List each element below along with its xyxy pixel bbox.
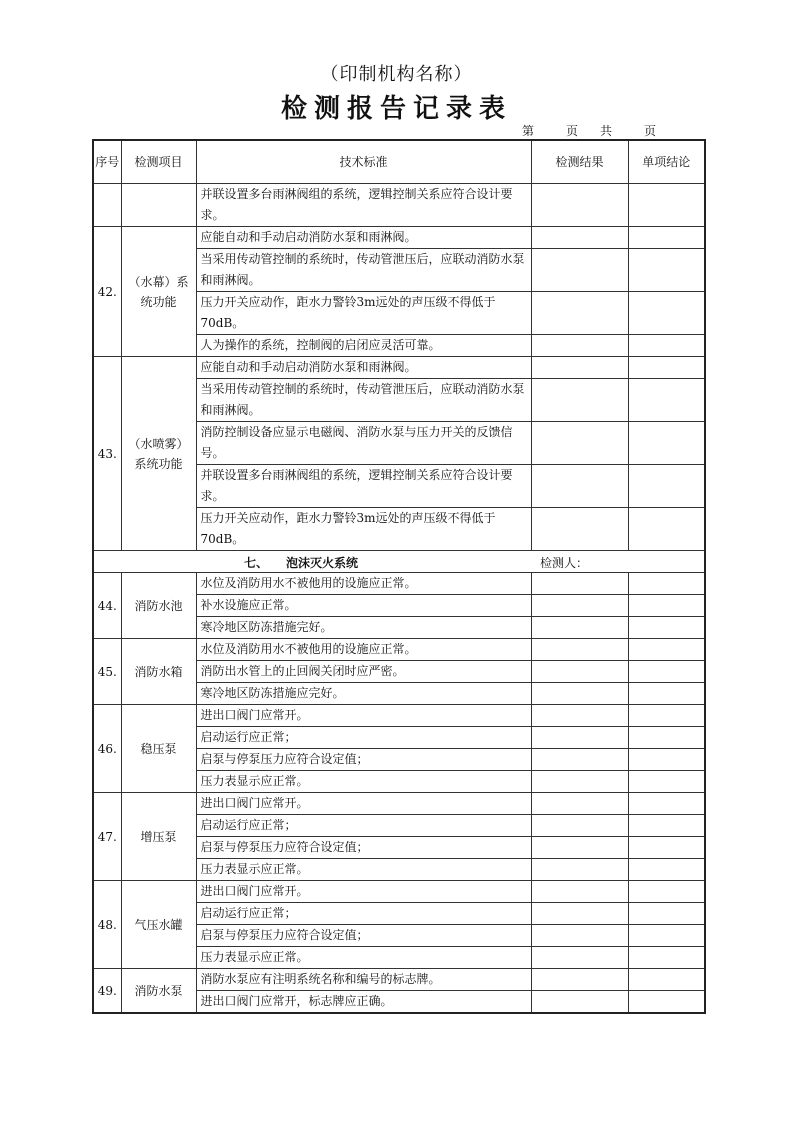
item-number: 42. bbox=[93, 227, 121, 357]
technical-standard: 进出口阀门应常开。 bbox=[196, 793, 531, 815]
table-row bbox=[93, 639, 705, 661]
page-title: 检测报告记录表 bbox=[280, 94, 512, 124]
conclusion-cell[interactable] bbox=[628, 683, 705, 705]
page-label-ye-total: 页 bbox=[644, 124, 657, 138]
technical-standard: 并联设置多台雨淋阀组的系统，逻辑控制关系应符合设计要求。 bbox=[196, 184, 531, 227]
table-row bbox=[93, 227, 705, 249]
item-number: 45. bbox=[93, 639, 121, 705]
result-cell[interactable] bbox=[531, 991, 628, 1014]
col-header-standard: 技术标准 bbox=[196, 140, 531, 184]
result-cell[interactable] bbox=[531, 422, 628, 465]
table-row bbox=[93, 705, 705, 727]
item-number: 49. bbox=[93, 969, 121, 1014]
technical-standard: 寒冷地区防冻措施完好。 bbox=[196, 617, 531, 639]
technical-standard: 当采用传动管控制的系统时，传动管泄压后，应联动消防水泵和雨淋阀。 bbox=[196, 379, 531, 422]
section-row bbox=[93, 551, 705, 573]
result-cell[interactable] bbox=[531, 639, 628, 661]
result-cell[interactable] bbox=[531, 749, 628, 771]
inspection-item: 消防水池 bbox=[121, 573, 196, 639]
conclusion-cell[interactable] bbox=[628, 837, 705, 859]
inspection-item: 消防水泵 bbox=[121, 969, 196, 1014]
result-cell[interactable] bbox=[531, 705, 628, 727]
conclusion-cell[interactable] bbox=[628, 617, 705, 639]
result-cell[interactable] bbox=[531, 683, 628, 705]
conclusion-cell[interactable] bbox=[628, 595, 705, 617]
result-cell[interactable] bbox=[531, 925, 628, 947]
table-row bbox=[93, 881, 705, 903]
technical-standard: 启泵与停泵压力应符合设定值； bbox=[196, 925, 531, 947]
page-label-ye: 页 bbox=[566, 124, 579, 138]
result-cell[interactable] bbox=[531, 969, 628, 991]
table-row bbox=[93, 184, 705, 227]
conclusion-cell[interactable] bbox=[628, 639, 705, 661]
conclusion-cell[interactable] bbox=[628, 815, 705, 837]
conclusion-cell[interactable] bbox=[628, 925, 705, 947]
technical-standard: 压力开关应动作，距水力警铃3m远处的声压级不得低于70dB。 bbox=[196, 292, 531, 335]
inspection-item: （水幕）系统功能 bbox=[121, 227, 196, 357]
technical-standard: 消防控制设备应显示电磁阀、消防水泵与压力开关的反馈信号。 bbox=[196, 422, 531, 465]
col-header-result: 检测结果 bbox=[531, 140, 628, 184]
table-row bbox=[93, 969, 705, 991]
result-cell[interactable] bbox=[531, 595, 628, 617]
inspection-item: 气压水罐 bbox=[121, 881, 196, 969]
item-number bbox=[93, 184, 121, 227]
inspection-item bbox=[121, 184, 196, 227]
result-cell[interactable] bbox=[531, 771, 628, 793]
col-header-seq: 序号 bbox=[93, 140, 121, 184]
result-cell[interactable] bbox=[531, 335, 628, 357]
technical-standard: 压力表显示应正常。 bbox=[196, 947, 531, 969]
conclusion-cell[interactable] bbox=[628, 573, 705, 595]
technical-standard: 消防出水管上的止回阀关闭时应严密。 bbox=[196, 661, 531, 683]
result-cell[interactable] bbox=[531, 837, 628, 859]
technical-standard: 启动运行应正常； bbox=[196, 727, 531, 749]
conclusion-cell[interactable] bbox=[628, 749, 705, 771]
page-label-di: 第 bbox=[522, 124, 535, 138]
result-cell[interactable] bbox=[531, 859, 628, 881]
item-number: 47. bbox=[93, 793, 121, 881]
conclusion-cell[interactable] bbox=[628, 292, 705, 335]
technical-standard: 当采用传动管控制的系统时，传动管泄压后，应联动消防水泵和雨淋阀。 bbox=[196, 249, 531, 292]
technical-standard: 进出口阀门应常开。 bbox=[196, 881, 531, 903]
result-cell[interactable] bbox=[531, 617, 628, 639]
conclusion-cell[interactable] bbox=[628, 771, 705, 793]
technical-standard: 水位及消防用水不被他用的设施应正常。 bbox=[196, 573, 531, 595]
conclusion-cell[interactable] bbox=[628, 422, 705, 465]
result-cell[interactable] bbox=[531, 947, 628, 969]
result-cell[interactable] bbox=[531, 727, 628, 749]
technical-standard: 进出口阀门应常开，标志牌应正确。 bbox=[196, 991, 531, 1014]
result-cell[interactable] bbox=[531, 793, 628, 815]
item-number: 43. bbox=[93, 357, 121, 551]
technical-standard: 消防水泵应有注明系统名称和编号的标志牌。 bbox=[196, 969, 531, 991]
conclusion-cell[interactable] bbox=[628, 859, 705, 881]
inspector-label: 检测人： bbox=[540, 556, 589, 570]
result-cell[interactable] bbox=[531, 508, 628, 551]
inspection-table bbox=[92, 139, 706, 1014]
technical-standard: 并联设置多台雨淋阀组的系统，逻辑控制关系应符合设计要求。 bbox=[196, 465, 531, 508]
conclusion-cell[interactable] bbox=[628, 661, 705, 683]
conclusion-cell[interactable] bbox=[628, 465, 705, 508]
technical-standard: 启动运行应正常； bbox=[196, 815, 531, 837]
result-cell[interactable] bbox=[531, 227, 628, 249]
result-cell[interactable] bbox=[531, 379, 628, 422]
conclusion-cell[interactable] bbox=[628, 991, 705, 1014]
table-header-row bbox=[93, 140, 705, 184]
conclusion-cell[interactable] bbox=[628, 793, 705, 815]
technical-standard: 进出口阀门应常开。 bbox=[196, 705, 531, 727]
technical-standard: 压力表显示应正常。 bbox=[196, 771, 531, 793]
table-row bbox=[93, 573, 705, 595]
item-number: 44. bbox=[93, 573, 121, 639]
conclusion-cell[interactable] bbox=[628, 705, 705, 727]
page-label-gong: 共 bbox=[600, 124, 613, 138]
inspection-item: 消防水箱 bbox=[121, 639, 196, 705]
col-header-conclusion: 单项结论 bbox=[628, 140, 705, 184]
technical-standard: 压力开关应动作，距水力警铃3m远处的声压级不得低于70dB。 bbox=[196, 508, 531, 551]
inspection-item: （水喷雾）系统功能 bbox=[121, 357, 196, 551]
result-cell[interactable] bbox=[531, 357, 628, 379]
technical-standard: 寒冷地区防冻措施应完好。 bbox=[196, 683, 531, 705]
organization-name: （印制机构名称） bbox=[320, 64, 473, 85]
result-cell[interactable] bbox=[531, 249, 628, 292]
technical-standard: 启泵与停泵压力应符合设定值； bbox=[196, 749, 531, 771]
technical-standard: 启动运行应正常； bbox=[196, 903, 531, 925]
technical-standard: 压力表显示应正常。 bbox=[196, 859, 531, 881]
result-cell[interactable] bbox=[531, 815, 628, 837]
conclusion-cell[interactable] bbox=[628, 184, 705, 227]
conclusion-cell[interactable] bbox=[628, 379, 705, 422]
technical-standard: 应能自动和手动启动消防水泵和雨淋阀。 bbox=[196, 227, 531, 249]
technical-standard: 补水设施应正常。 bbox=[196, 595, 531, 617]
conclusion-cell[interactable] bbox=[628, 727, 705, 749]
conclusion-cell[interactable] bbox=[628, 947, 705, 969]
item-number: 46. bbox=[93, 705, 121, 793]
technical-standard: 启泵与停泵压力应符合设定值； bbox=[196, 837, 531, 859]
inspection-item: 增压泵 bbox=[121, 793, 196, 881]
table-row bbox=[93, 357, 705, 379]
table-body bbox=[93, 184, 705, 1014]
result-cell[interactable] bbox=[531, 573, 628, 595]
conclusion-cell[interactable] bbox=[628, 227, 705, 249]
conclusion-cell[interactable] bbox=[628, 881, 705, 903]
item-number: 48. bbox=[93, 881, 121, 969]
technical-standard: 应能自动和手动启动消防水泵和雨淋阀。 bbox=[196, 357, 531, 379]
conclusion-cell[interactable] bbox=[628, 903, 705, 925]
result-cell[interactable] bbox=[531, 661, 628, 683]
table-row bbox=[93, 793, 705, 815]
technical-standard: 水位及消防用水不被他用的设施应正常。 bbox=[196, 639, 531, 661]
section-cell bbox=[93, 551, 705, 573]
conclusion-cell[interactable] bbox=[628, 249, 705, 292]
conclusion-cell[interactable] bbox=[628, 357, 705, 379]
technical-standard: 人为操作的系统，控制阀的启闭应灵活可靠。 bbox=[196, 335, 531, 357]
col-header-item: 检测项目 bbox=[121, 140, 196, 184]
result-cell[interactable] bbox=[531, 292, 628, 335]
result-cell[interactable] bbox=[531, 881, 628, 903]
conclusion-cell[interactable] bbox=[628, 969, 705, 991]
result-cell[interactable] bbox=[531, 465, 628, 508]
inspection-item: 稳压泵 bbox=[121, 705, 196, 793]
result-cell[interactable] bbox=[531, 903, 628, 925]
result-cell[interactable] bbox=[531, 184, 628, 227]
conclusion-cell[interactable] bbox=[628, 508, 705, 551]
section-title: 七、 泡沫灭火系统 bbox=[244, 556, 359, 570]
conclusion-cell[interactable] bbox=[628, 335, 705, 357]
